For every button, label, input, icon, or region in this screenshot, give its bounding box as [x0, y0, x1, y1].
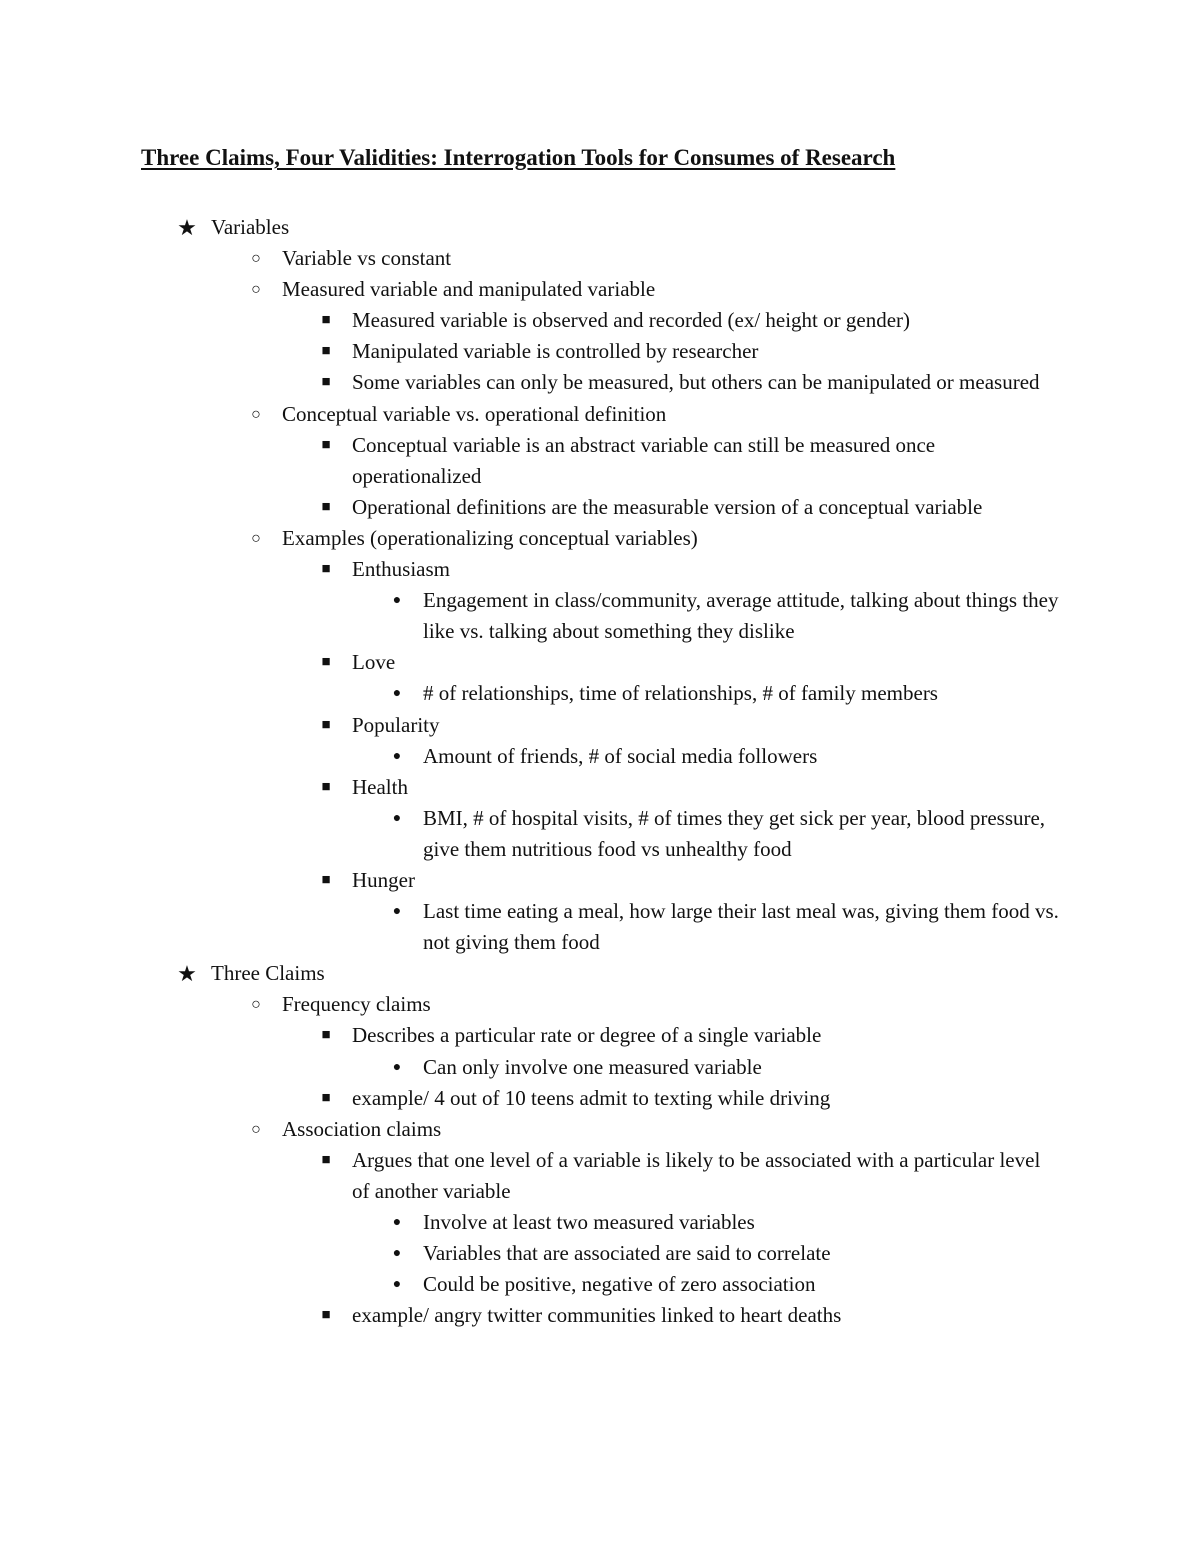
square-bullet-icon: ■ — [321, 436, 331, 453]
dot-bullet-icon: ● — [392, 1277, 402, 1293]
list-item: ● Involve at least two measured variables — [0, 1207, 1200, 1238]
hollow-circle-bullet-icon: ○ — [251, 529, 261, 547]
list-item: ■ example/ angry twitter communities linked to heart deaths — [0, 1300, 1200, 1331]
dot-bullet-icon: ● — [392, 748, 402, 764]
list-item: ● Amount of friends, # of social media followers — [0, 741, 1200, 772]
square-bullet-icon: ■ — [321, 561, 331, 578]
list-item: ● Engagement in class/community, average attitude, talking about things they like vs. talking about something they dislike — [0, 585, 1200, 647]
square-bullet-icon: ■ — [321, 654, 331, 671]
square-bullet-icon: ■ — [321, 374, 331, 391]
hollow-circle-bullet-icon: ○ — [251, 281, 261, 299]
list-item: ○ Variable vs constant — [0, 243, 1200, 274]
square-bullet-icon: ■ — [321, 1027, 331, 1044]
square-bullet-icon: ■ — [321, 1089, 331, 1106]
list-item: ○ Frequency claims — [0, 989, 1200, 1020]
square-bullet-icon: ■ — [321, 498, 331, 515]
list-item: ■ Measured variable is observed and recorded (ex/ height or gender) — [0, 305, 1200, 336]
dot-bullet-icon: ● — [392, 1059, 402, 1075]
list-item: ■ Manipulated variable is controlled by researcher — [0, 336, 1200, 367]
page-title: Three Claims, Four Validities: Interrogation Tools for Consumes of Research — [141, 145, 896, 170]
outline-list — [0, 212, 1200, 1331]
star-bullet-icon: ★ — [177, 961, 197, 987]
list-item: ★ Three Claims — [0, 958, 1200, 989]
square-bullet-icon: ■ — [321, 343, 331, 360]
list-item: ■ Enthusiasm — [0, 554, 1200, 585]
list-item: ○ Measured variable and manipulated variable — [0, 274, 1200, 305]
list-item: ■ Some variables can only be measured, but others can be manipulated or measured — [0, 367, 1200, 398]
list-item: ○ Examples (operationalizing conceptual variables) — [0, 523, 1200, 554]
list-item: ● Can only involve one measured variable — [0, 1052, 1200, 1083]
dot-bullet-icon: ● — [392, 1246, 402, 1262]
dot-bullet-icon: ● — [392, 904, 402, 920]
list-item: ■ example/ 4 out of 10 teens admit to texting while driving — [0, 1083, 1200, 1114]
list-item: ■ Popularity — [0, 710, 1200, 741]
list-item: ■ Health — [0, 772, 1200, 803]
square-bullet-icon: ■ — [321, 778, 331, 795]
list-item: ■ Argues that one level of a variable is likely to be associated with a particular level of another variable — [0, 1145, 1200, 1207]
list-item: ● Could be positive, negative of zero association — [0, 1269, 1200, 1300]
hollow-circle-bullet-icon: ○ — [251, 1120, 261, 1138]
hollow-circle-bullet-icon: ○ — [251, 250, 261, 268]
square-bullet-icon: ■ — [321, 1151, 331, 1168]
list-item: ● Last time eating a meal, how large their last meal was, giving them food vs. not giving them food — [0, 896, 1200, 958]
hollow-circle-bullet-icon: ○ — [251, 405, 261, 423]
list-item: ■ Describes a particular rate or degree of a single variable — [0, 1020, 1200, 1051]
square-bullet-icon: ■ — [321, 312, 331, 329]
star-bullet-icon: ★ — [177, 215, 197, 240]
list-item: ○ Association claims — [0, 1114, 1200, 1145]
dot-bullet-icon: ● — [392, 593, 402, 609]
square-bullet-icon: ■ — [321, 716, 331, 733]
hollow-circle-bullet-icon: ○ — [251, 996, 261, 1014]
list-item: ● # of relationships, time of relationships, # of family members — [0, 678, 1200, 709]
list-item: ● BMI, # of hospital visits, # of times they get sick per year, blood pressure, give them nutritious food vs unhealthy food — [0, 803, 1200, 865]
dot-bullet-icon: ● — [392, 686, 402, 702]
list-item: ■ Conceptual variable is an abstract variable can still be measured once operationalized — [0, 430, 1200, 492]
list-item: ■ Operational definitions are the measurable version of a conceptual variable — [0, 492, 1200, 523]
square-bullet-icon: ■ — [321, 871, 331, 888]
dot-bullet-icon: ● — [392, 810, 402, 826]
list-item: ● Variables that are associated are said to correlate — [0, 1238, 1200, 1269]
list-item: ★ Variables — [0, 212, 1200, 243]
list-item: ■ Love — [0, 647, 1200, 678]
square-bullet-icon: ■ — [321, 1307, 331, 1324]
list-item: ○ Conceptual variable vs. operational definition — [0, 399, 1200, 430]
dot-bullet-icon: ● — [392, 1215, 402, 1230]
list-item: ■ Hunger — [0, 865, 1200, 896]
